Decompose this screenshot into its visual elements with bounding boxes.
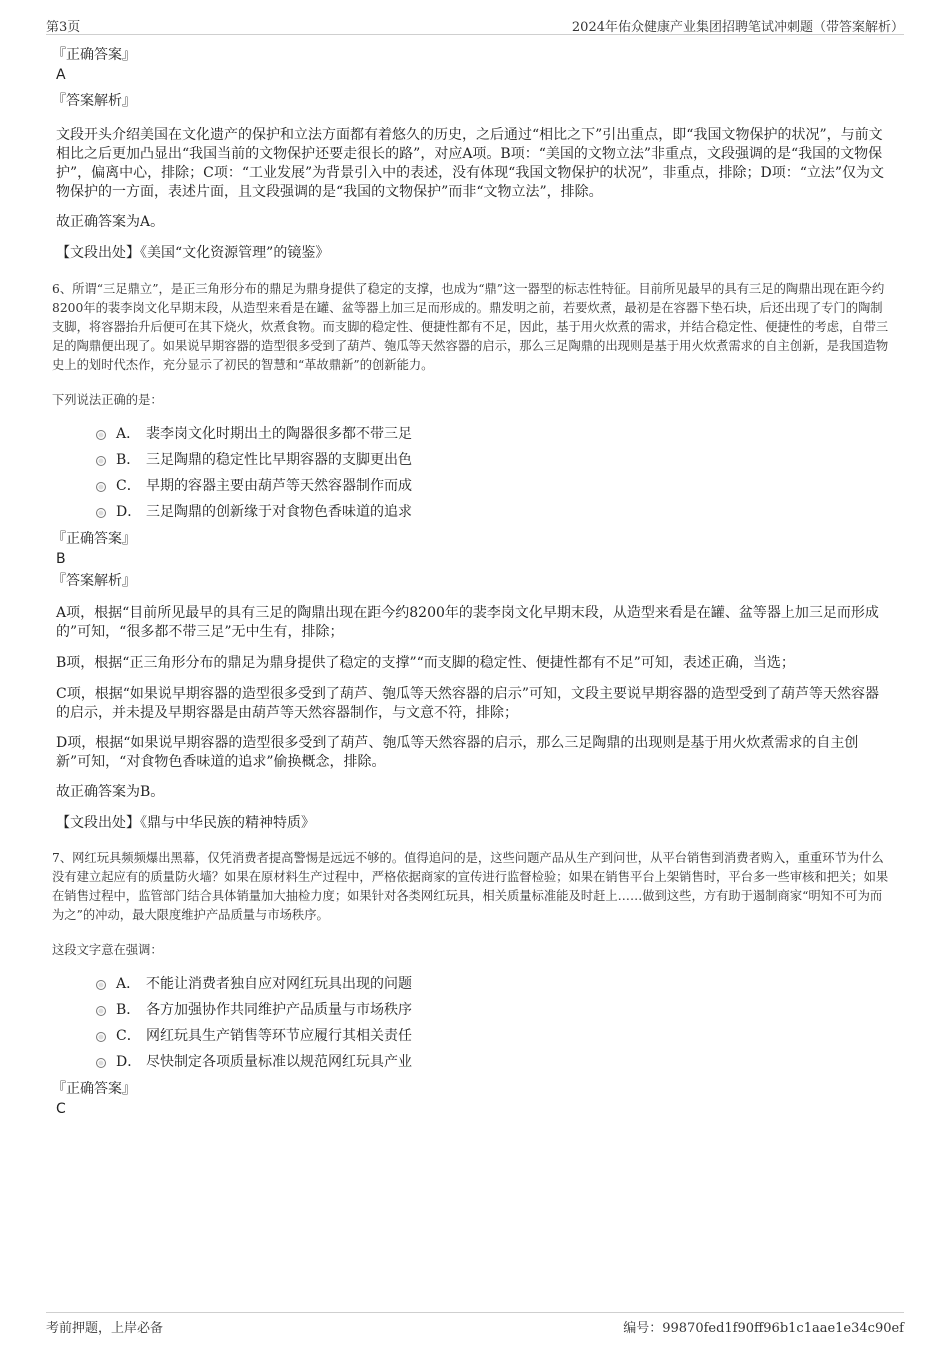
correct-answer: C [56, 1101, 66, 1117]
answer-label: 『正确答案』 [52, 531, 136, 547]
option-b[interactable]: B． 各方加强协作共同维护产品质量与市场秩序 [56, 997, 892, 1023]
conclusion-text: 故正确答案为A。 [56, 214, 165, 230]
page-number: 第3页 [46, 20, 81, 35]
correct-answer: B [56, 551, 66, 567]
document-id: 编号：99870fed1f90ff96b1c1aae1e34c90ef [623, 1321, 904, 1336]
option-label: 早期的容器主要由葫芦等天然容器制作而成 [146, 478, 412, 494]
radio-icon[interactable] [96, 456, 106, 466]
option-a[interactable]: A． 不能让消费者独自应对网红玩具出现的问题 [56, 971, 892, 997]
radio-icon[interactable] [96, 980, 106, 990]
radio-icon[interactable] [96, 1006, 106, 1016]
option-label: 三足陶鼎的创新缘于对食物色香味道的追求 [146, 504, 412, 520]
radio-icon[interactable] [96, 1058, 106, 1068]
answer-label: 『正确答案』 [52, 1081, 136, 1097]
option-label: 裴李岗文化时期出土的陶器很多都不带三足 [146, 426, 412, 442]
analysis-label: 『答案解析』 [52, 93, 136, 109]
option-c[interactable]: C． 早期的容器主要由葫芦等天然容器制作而成 [56, 473, 892, 499]
analysis-a: A项，根据“目前所见最早的具有三足的陶鼎出现在距今约8200年的裴李岗文化早期末段，从造型来看是在罐、盆等器上加三足而形成的”可知，“很多都不带三足”无中生有，排除； [56, 605, 879, 640]
option-c[interactable]: C． 网红玩具生产销售等环节应履行其相关责任 [56, 1023, 892, 1049]
document-body [52, 46, 892, 1118]
option-label: 三足陶鼎的稳定性比早期容器的支脚更出色 [146, 452, 412, 468]
footer-slogan: 考前押题，上岸必备 [46, 1321, 164, 1336]
radio-icon[interactable] [96, 430, 106, 440]
analysis-d: D项，根据“如果说早期容器的造型很多受到了葫芦、匏瓜等天然容器的启示，那么三足陶鼎的出现则是基于用火炊煮需求的自主创新”可知，“对食物色香味道的追求”偷换概念，排除。 [56, 735, 859, 770]
correct-answer: A [56, 67, 66, 83]
question-6-text: 6、所谓“三足鼎立”，是正三角形分布的鼎足为鼎身提供了稳定的支撑，也成为“鼎”这一器型的标志性特征。目前所见最早的具有三足的陶鼎出现在距今约8200年的裴李岗文化早期末段，从造型来看是在罐、盆等器上加三足而形成的。鼎发明之前，若要炊煮，最初是在容器下垫石块，后还出现了专门的陶制支脚，将容器抬升后便可在其下烧火，炊煮食物。而支脚的稳定性、便捷性都有不足，因此，基于用火炊煮的需求，并结合稳定性、便捷性的考虑，自带三足的陶鼎便出现了。如果说早期容器的造型很多受到了葫芦、匏瓜等天然容器的启示，那么三足陶鼎的出现则是基于用火炊煮需求的自主创新，是我国造物史上的划时代杰作，充分显示了初民的智慧和“革故鼎新”的创新能力。 [52, 282, 889, 372]
option-a[interactable]: A． 裴李岗文化时期出土的陶器很多都不带三足 [56, 421, 892, 447]
question-6-options [56, 421, 892, 525]
source-text: 【文段出处】《鼎与中华民族的精神特质》 [56, 815, 315, 831]
analysis-b: B项，根据“正三角形分布的鼎足为鼎身提供了稳定的支撑”“而支脚的稳定性、便捷性都有不足”可知，表述正确，当选； [56, 655, 795, 671]
option-label: 不能让消费者独自应对网红玩具出现的问题 [146, 976, 412, 992]
radio-icon[interactable] [96, 1032, 106, 1042]
document-title: 2024年佑众健康产业集团招聘笔试冲刺题（带答案解析） [571, 20, 904, 35]
page-header [46, 14, 904, 35]
question-7-prompt: 这段文字意在强调： [52, 943, 163, 957]
radio-icon[interactable] [96, 482, 106, 492]
radio-icon[interactable] [96, 508, 106, 518]
option-label: 尽快制定各项质量标准以规范网红玩具产业 [146, 1054, 412, 1070]
analysis-text: 文段开头介绍美国在文化遗产的保护和立法方面都有着悠久的历史，之后通过“相比之下”引出重点，即“我国文物保护的状况”，与前文相比之后更加凸显出“我国当前的文物保护还要走很长的路”，对应A项。B项：“美国的文物立法”非重点，文段强调的是“我国的文物保护”，偏离中心，排除；C项：“工业发展”为背景引入中的表述，没有体现“我国文物保护的状况”，非重点，排除；D项：“立法”仅为文物保护的一方面，表述片面，且文段强调的是“我国的文物保护”而非“文物立法”，排除。 [56, 127, 885, 200]
question-7-options [56, 971, 892, 1075]
option-d[interactable]: D． 三足陶鼎的创新缘于对食物色香味道的追求 [56, 499, 892, 525]
option-label: 网红玩具生产销售等环节应履行其相关责任 [146, 1028, 412, 1044]
analysis-label: 『答案解析』 [52, 573, 136, 589]
question-7-text: 7、网红玩具频频爆出黑幕，仅凭消费者提高警惕是远远不够的。值得追问的是，这些问题产品从生产到问世，从平台销售到消费者购入，重重环节为什么没有建立起应有的质量防火墙？如果在原材料生产过程中，严格依据商家的宣传进行监督检验；如果在销售平台上架销售时，平台多一些审核和把关；如果在销售过程中，监管部门结合具体销量加大抽检力度；如果针对各类网红玩具，相关质量标准能及时赶上……做到这些，方有助于遏制商家“明知不可为而为之”的冲动，最大限度维护产品质量与市场秩序。 [52, 851, 889, 922]
answer-label: 『正确答案』 [52, 47, 136, 63]
question-6-prompt: 下列说法正确的是： [52, 393, 163, 407]
option-b[interactable]: B． 三足陶鼎的稳定性比早期容器的支脚更出色 [56, 447, 892, 473]
page-footer [46, 1312, 904, 1335]
option-d[interactable]: D． 尽快制定各项质量标准以规范网红玩具产业 [56, 1049, 892, 1075]
source-text: 【文段出处】《美国“文化资源管理”的镜鉴》 [56, 245, 330, 261]
conclusion-text: 故正确答案为B。 [56, 784, 165, 800]
analysis-c: C项，根据“如果说早期容器的造型很多受到了葫芦、匏瓜等天然容器的启示”可知，文段主要说早期容器的造型受到了葫芦等天然容器的启示，并未提及早期容器是由葫芦等天然容器制作，与文意不符，排除； [56, 686, 880, 721]
option-label: 各方加强协作共同维护产品质量与市场秩序 [146, 1002, 412, 1018]
